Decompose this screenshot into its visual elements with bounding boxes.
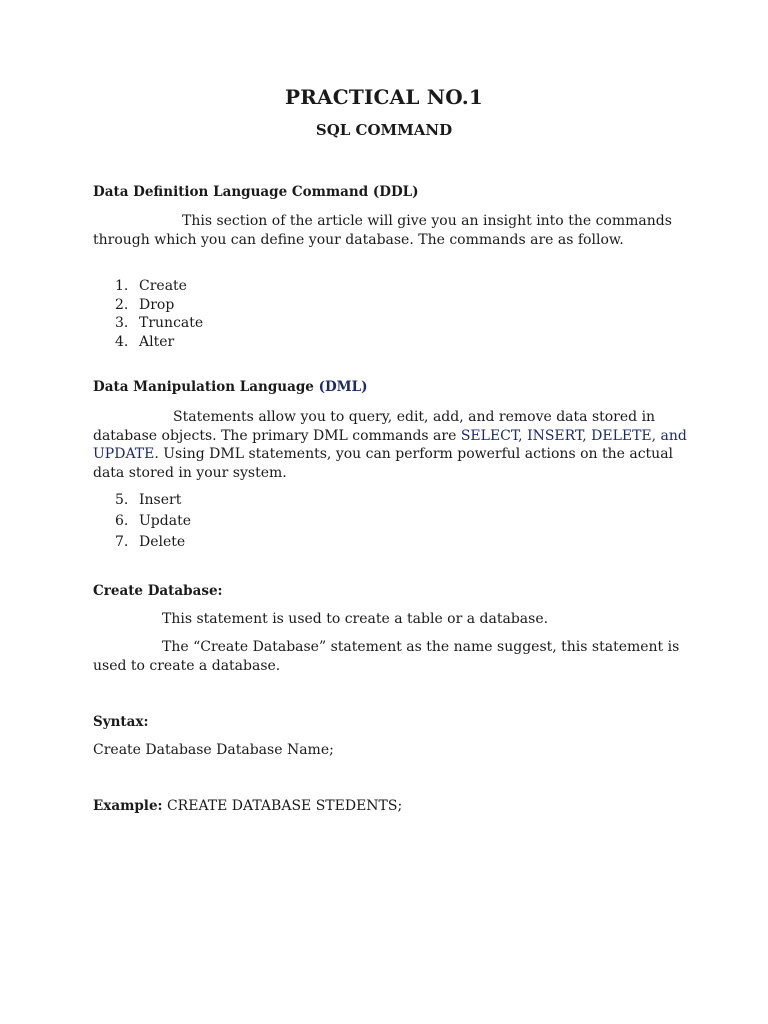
list-item <box>115 490 191 511</box>
list-item <box>115 511 191 532</box>
list-item-number: 7. <box>115 533 129 550</box>
list-item-label: Truncate <box>139 315 204 331</box>
dml-heading-abbr: (DML) <box>318 379 368 395</box>
list-item-label: Drop <box>139 296 175 313</box>
dml-paragraph <box>93 408 693 482</box>
list-item <box>115 333 203 352</box>
example-text: CREATE DATABASE STEDENTS; <box>162 798 403 814</box>
ddl-paragraph: This section of the article will give you an insight into the commands through which you can define your database. The commands are as follow. <box>93 213 672 248</box>
ddl-command-list <box>115 277 203 351</box>
dml-paragraph-part2: . Using DML statements, you can perform powerful actions on the actual data stored in your system. <box>93 446 674 481</box>
list-item <box>115 314 203 333</box>
dml-heading-text: Data Manipulation Language <box>93 379 319 395</box>
list-item-label: Alter <box>139 333 175 350</box>
list-item-label: Delete <box>139 533 186 550</box>
create-database-line2: The “Create Database” statement as the name suggest, this statement is used to create a database. <box>93 639 680 674</box>
example-line <box>93 798 402 814</box>
dml-paragraph-part1: Statements allow you to query, edit, add, and remove data stored in database objects. The primary DML commands are <box>93 409 656 444</box>
list-item-label: Insert <box>139 492 182 508</box>
list-item-number: 3. <box>115 315 129 331</box>
list-item <box>115 532 191 553</box>
list-item-number: 2. <box>115 296 129 313</box>
page-subtitle: SQL COMMAND <box>315 121 453 139</box>
list-item-number: 5. <box>115 492 129 508</box>
create-database-heading: Create Database: <box>93 583 223 599</box>
list-item-number: 6. <box>115 512 129 529</box>
list-item-label: Create <box>139 278 187 294</box>
create-database-line1: This statement is used to create a table or a database. <box>162 611 549 627</box>
syntax-text: Create Database Database Name; <box>93 742 334 758</box>
dml-heading <box>93 379 368 395</box>
ddl-heading: Data Definition Language Command (DDL) <box>93 184 419 200</box>
dml-command-list <box>115 490 191 552</box>
list-item-label: Update <box>139 512 191 529</box>
list-item <box>115 296 203 315</box>
list-item-number: 4. <box>115 333 129 350</box>
page-title: PRACTICAL NO.1 <box>284 85 483 109</box>
list-item <box>115 277 203 296</box>
example-label: Example: <box>93 798 163 814</box>
list-item-number: 1. <box>115 278 129 294</box>
dml-commands-highlight: SELECT, INSERT, DELETE, and UPDATE <box>93 427 687 462</box>
syntax-heading: Syntax: <box>93 714 149 730</box>
